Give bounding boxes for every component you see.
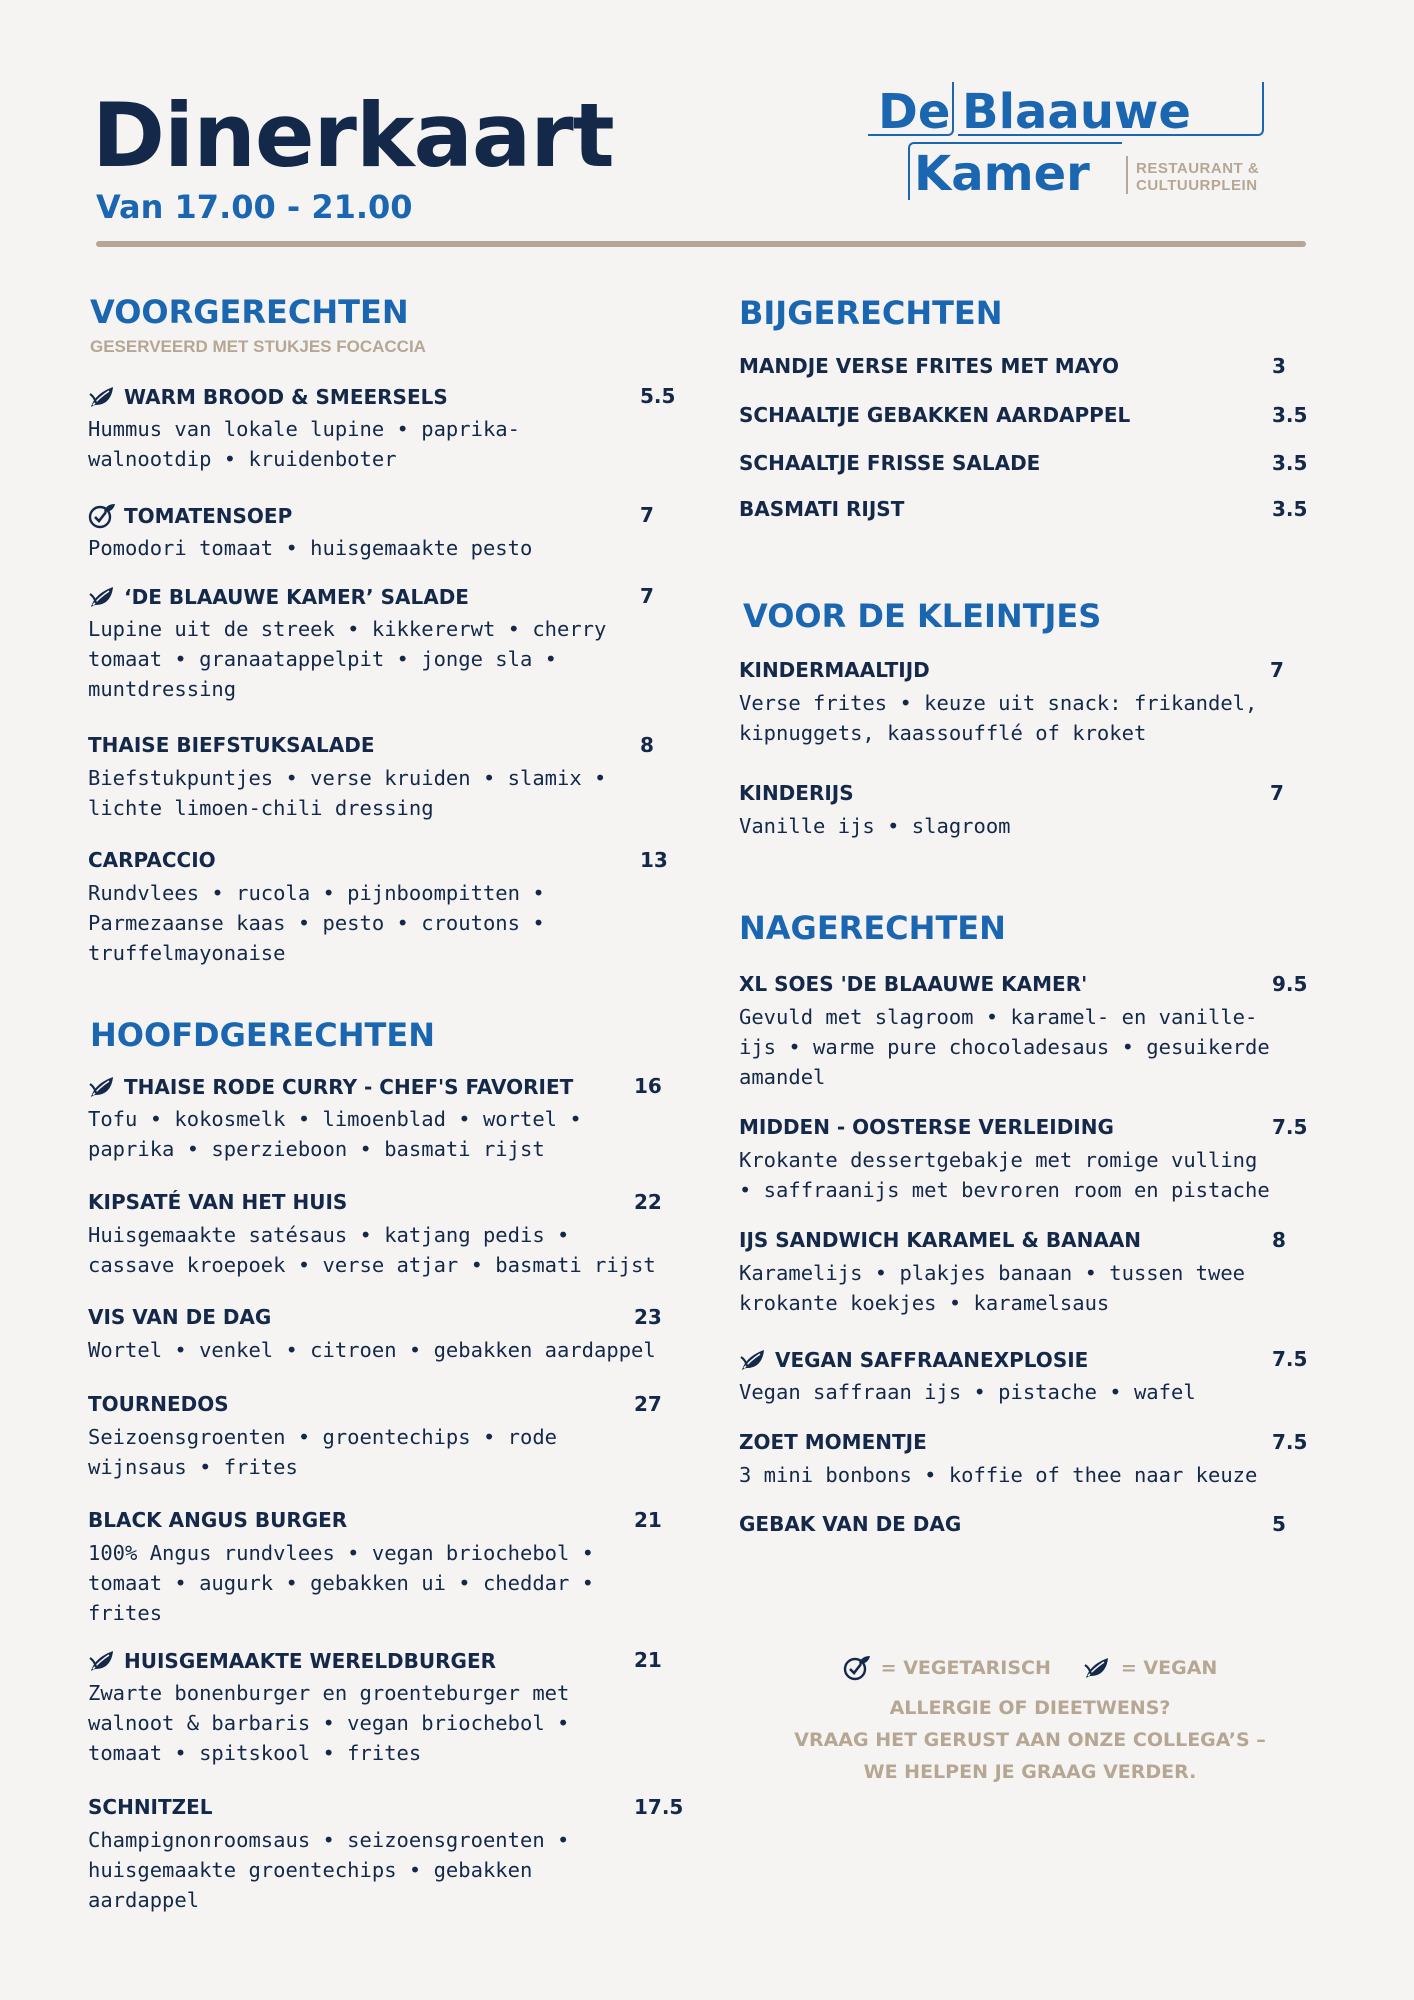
menu-item-name [739, 658, 930, 682]
logo-word-de: De [878, 84, 951, 140]
menu-item-description-line: Verse frites • keuze uit snack: frikandel, [739, 691, 1258, 715]
menu-item-description [739, 1145, 1270, 1205]
leaf-icon [88, 1074, 116, 1100]
allergy-note-line-2: VRAAG HET GERUST AAN ONZE COLLEGA’S – [794, 1729, 1266, 1751]
menu-item-description-line: Krokante dessertgebakje met romige vulling [739, 1148, 1258, 1172]
legend-vegan: = VEGAN [1120, 1657, 1218, 1679]
menu-item-price: 7.5 [1272, 1430, 1308, 1454]
menu-item-price: 7 [640, 584, 654, 608]
menu-item-title: KINDERIJS [739, 781, 854, 805]
header-divider [96, 241, 1306, 247]
check-leaf-icon [843, 1655, 871, 1681]
menu-item-description-line: tomaat • augurk • gebakken ui • cheddar • [88, 1571, 595, 1595]
menu-item-price: 9.5 [1272, 972, 1308, 996]
menu-item-description-line: Zwarte bonenburger en groenteburger met [88, 1681, 570, 1705]
menu-item-name [88, 1795, 213, 1819]
menu-item-name [88, 584, 469, 610]
menu-item-name [88, 1074, 573, 1100]
menu-item-description [88, 533, 532, 563]
menu-item-name [739, 1512, 961, 1536]
menu-item-description-line: frites [88, 1601, 163, 1625]
allergy-note-line-1: ALLERGIE OF DIEETWENS? [889, 1697, 1171, 1719]
menu-item-name [739, 403, 1130, 427]
menu-item-description-line: paprika • sperzieboon • basmati rijst [88, 1137, 545, 1161]
menu-item-title: THAISE BIEFSTUKSALADE [88, 733, 375, 757]
menu-item-description-line: ijs • warme pure chocoladesaus • gesuikerde [739, 1035, 1270, 1059]
menu-item-description-line: walnoot & barbaris • vegan briochebol • [88, 1711, 570, 1735]
menu-item-description-line: aardappel [88, 1888, 200, 1912]
opening-hours: Van 17.00 - 21.00 [96, 188, 413, 226]
menu-item-description [739, 1460, 1257, 1490]
check-leaf-icon [88, 503, 116, 529]
menu-item-description-line: Huisgemaakte satésaus • katjang pedis • [88, 1223, 570, 1247]
menu-item-price: 16 [634, 1074, 662, 1098]
menu-item-name [739, 1430, 927, 1454]
menu-item-description [739, 1002, 1270, 1092]
menu-item-price: 8 [1272, 1228, 1286, 1252]
menu-item-description-line: Vanille ijs • slagroom [739, 814, 1011, 838]
diet-legend [770, 1652, 1290, 1684]
menu-item-description-line: tomaat • granaatappelpit • jonge sla • [88, 647, 557, 671]
menu-item-description-line: krokante koekjes • karamelsaus [739, 1291, 1110, 1315]
leaf-icon [88, 584, 116, 610]
allergy-note-line-3: WE HELPEN JE GRAAG VERDER. [863, 1761, 1197, 1783]
menu-item-description [739, 688, 1257, 748]
menu-item-price: 13 [640, 848, 668, 872]
menu-item-price: 7.5 [1272, 1347, 1308, 1371]
menu-item-description-line: Seizoensgroenten • groentechips • rode [88, 1425, 557, 1449]
menu-item-price: 7 [640, 503, 654, 527]
menu-item-description [88, 1678, 569, 1768]
menu-item-name [88, 1648, 496, 1674]
menu-item-price: 7.5 [1272, 1115, 1308, 1139]
menu-item-price: 5 [1272, 1512, 1286, 1536]
logo-word-blaauwe: Blaauwe [962, 84, 1191, 140]
menu-item-description-line: muntdressing [88, 677, 237, 701]
menu-item-price: 27 [634, 1392, 662, 1416]
menu-item-title: KIPSATÉ VAN HET HUIS [88, 1190, 348, 1214]
menu-item-description-line: truffelmayonaise [88, 941, 286, 965]
menu-item-title: HUISGEMAAKTE WERELDBURGER [124, 1649, 497, 1673]
logo-tagline-2: CULTUURPLEIN [1136, 177, 1258, 194]
menu-item-name [739, 354, 1119, 378]
menu-item-description [88, 414, 520, 474]
menu-item-title: SCHNITZEL [88, 1795, 213, 1819]
legend-vegetarian: = VEGETARISCH [880, 1657, 1051, 1679]
menu-item-title: MIDDEN - OOSTERSE VERLEIDING [739, 1115, 1114, 1139]
leaf-icon [88, 1648, 116, 1674]
allergy-note [770, 1692, 1290, 1788]
menu-item-title: SCHAALTJE GEBAKKEN AARDAPPEL [739, 403, 1131, 427]
menu-item-price: 3.5 [1272, 451, 1308, 475]
leaf-icon [88, 384, 116, 410]
section-subtitle-voorgerechten: GESERVEERD MET STUKJES FOCACCIA [90, 337, 426, 356]
menu-item-name [88, 733, 375, 757]
menu-item-name [739, 1115, 1114, 1139]
logo-tagline [1136, 160, 1259, 194]
menu-item-title: SCHAALTJE FRISSE SALADE [739, 451, 1041, 475]
logo-word-kamer: Kamer [914, 146, 1090, 202]
menu-item-title: ‘DE BLAAUWE KAMER’ SALADE [124, 585, 469, 609]
logo-tagline-1: RESTAURANT & [1136, 160, 1260, 177]
menu-item-description [739, 1377, 1196, 1407]
menu-item-description [88, 1335, 656, 1365]
menu-item-name [739, 497, 904, 521]
menu-item-name [739, 972, 1087, 996]
menu-item-description-line: kipnuggets, kaassoufflé of kroket [739, 721, 1147, 745]
menu-item-price: 5.5 [640, 384, 676, 408]
menu-item-description-line: 3 mini bonbons • koffie of thee naar keuze [739, 1463, 1258, 1487]
menu-item-name [739, 1347, 1088, 1373]
menu-item-description [88, 763, 606, 823]
menu-item-description-line: Pomodori tomaat • huisgemaakte pesto [88, 536, 533, 560]
menu-item-price: 22 [634, 1190, 662, 1214]
menu-item-description-line: Vegan saffraan ijs • pistache • wafel [739, 1380, 1196, 1404]
menu-item-title: ZOET MOMENTJE [739, 1430, 927, 1454]
restaurant-logo [870, 84, 1270, 208]
menu-item-price: 21 [634, 1508, 662, 1532]
menu-item-description [88, 1220, 656, 1280]
menu-item-price: 7 [1270, 658, 1284, 682]
menu-item-description [88, 1538, 594, 1628]
menu-item-name [88, 1508, 347, 1532]
menu-item-description [739, 811, 1011, 841]
menu-item-description-line: tomaat • spitskool • frites [88, 1741, 422, 1765]
menu-item-description-line: Tofu • kokosmelk • limoenblad • wortel • [88, 1107, 582, 1131]
menu-item-name [88, 1190, 347, 1214]
menu-item-description-line: Gevuld met slagroom • karamel- en vanille- [739, 1005, 1258, 1029]
menu-item-description-line: Karamelijs • plakjes banaan • tussen twee [739, 1261, 1246, 1285]
menu-item-price: 17.5 [634, 1795, 684, 1819]
menu-item-name [88, 503, 292, 529]
menu-item-description-line: wijnsaus • frites [88, 1455, 298, 1479]
menu-item-name [88, 384, 448, 410]
menu-item-description-line: Rundvlees • rucola • pijnboompitten • [88, 881, 545, 905]
menu-item-description [739, 1258, 1245, 1318]
menu-item-name [739, 781, 854, 805]
section-title-hoofdgerechten: HOOFDGERECHTEN [90, 1016, 435, 1054]
menu-item-description [88, 1422, 557, 1482]
menu-item-description-line: amandel [739, 1065, 826, 1089]
section-title-kleintjes: VOOR DE KLEINTJES [743, 597, 1102, 635]
menu-item-name [88, 1392, 229, 1416]
menu-item-title: TOMATENSOEP [124, 504, 293, 528]
menu-item-price: 7 [1270, 781, 1284, 805]
menu-item-name [739, 451, 1040, 475]
menu-item-title: BASMATI RIJST [739, 497, 905, 521]
menu-item-price: 3.5 [1272, 497, 1308, 521]
menu-item-description-line: Lupine uit de streek • kikkererwt • cherry [88, 617, 607, 641]
menu-item-description [88, 878, 545, 968]
menu-item-title: THAISE RODE CURRY - CHEF'S FAVORIET [124, 1075, 574, 1099]
menu-item-price: 3 [1272, 354, 1286, 378]
menu-item-title: GEBAK VAN DE DAG [739, 1512, 962, 1536]
menu-item-title: WARM BROOD & SMEERSELS [124, 385, 448, 409]
menu-item-description-line: huisgemaakte groentechips • gebakken [88, 1858, 533, 1882]
section-title-voorgerechten: VOORGERECHTEN [90, 293, 409, 331]
menu-item-title: VEGAN SAFFRAANEXPLOSIE [775, 1348, 1089, 1372]
menu-item-title: TOURNEDOS [88, 1392, 229, 1416]
menu-item-title: BLACK ANGUS BURGER [88, 1508, 348, 1532]
section-title-bijgerechten: BIJGERECHTEN [739, 294, 1003, 332]
menu-item-description [88, 1104, 582, 1164]
menu-item-description [88, 614, 606, 704]
menu-item-title: VIS VAN DE DAG [88, 1305, 272, 1329]
section-title-nagerechten: NAGERECHTEN [739, 909, 1006, 947]
menu-item-description [88, 1825, 569, 1915]
menu-item-description-line: 100% Angus rundvlees • vegan briochebol • [88, 1541, 595, 1565]
menu-item-title: MANDJE VERSE FRITES MET MAYO [739, 354, 1119, 378]
menu-item-description-line: Parmezaanse kaas • pesto • croutons • [88, 911, 545, 935]
page-title: Dinerkaart [92, 84, 614, 187]
menu-item-description-line: lichte limoen-chili dressing [88, 796, 434, 820]
menu-item-title: KINDERMAALTIJD [739, 658, 930, 682]
menu-item-price: 3.5 [1272, 403, 1308, 427]
menu-item-description-line: Hummus van lokale lupine • paprika- [88, 417, 520, 441]
menu-item-price: 8 [640, 733, 654, 757]
menu-item-description-line: walnootdip • kruidenboter [88, 447, 397, 471]
menu-item-description-line: Champignonroomsaus • seizoensgroenten • [88, 1828, 570, 1852]
menu-item-title: CARPACCIO [88, 848, 216, 872]
menu-item-title: XL SOES 'DE BLAAUWE KAMER' [739, 972, 1088, 996]
menu-item-description-line: • saffraanijs met bevroren room en pistache [739, 1178, 1270, 1202]
menu-item-description-line: Biefstukpuntjes • verse kruiden • slamix • [88, 766, 607, 790]
leaf-icon [739, 1347, 767, 1373]
menu-item-title: IJS SANDWICH KARAMEL & BANAAN [739, 1228, 1142, 1252]
menu-item-name [739, 1228, 1141, 1252]
menu-item-description-line: Wortel • venkel • citroen • gebakken aardappel [88, 1338, 656, 1362]
menu-item-name [88, 1305, 271, 1329]
menu-item-name [88, 848, 216, 872]
menu-item-price: 21 [634, 1648, 662, 1672]
leaf-icon [1083, 1655, 1111, 1681]
menu-item-description-line: cassave kroepoek • verse atjar • basmati rijst [88, 1253, 656, 1277]
menu-item-price: 23 [634, 1305, 662, 1329]
